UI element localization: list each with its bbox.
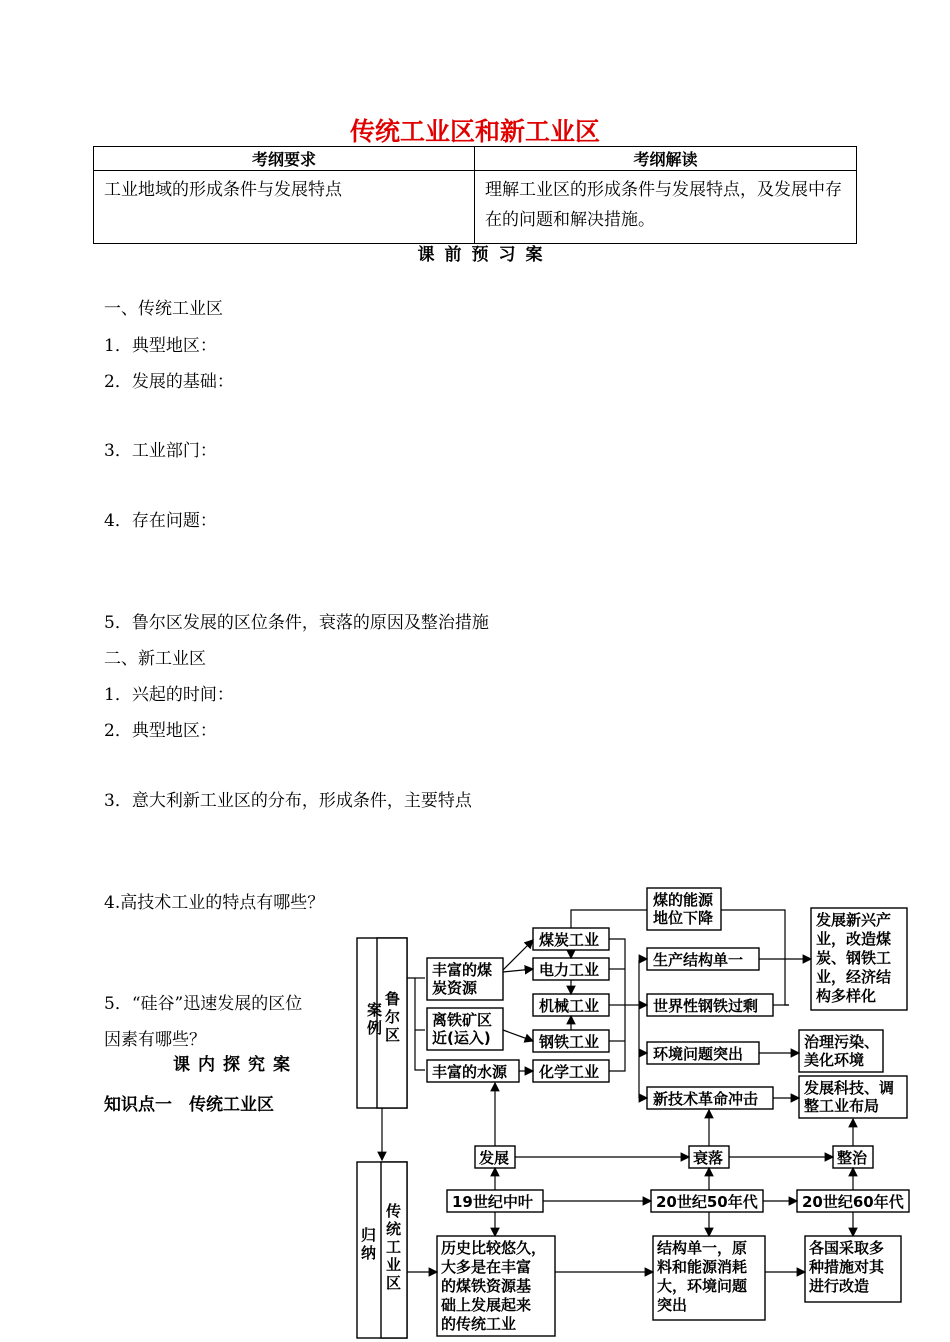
syllabus-table: [93, 146, 857, 244]
summary-text: 大，环境问题: [657, 1277, 748, 1295]
resource-iron: 近(运入): [432, 1029, 491, 1047]
measure-label: 炭、钢铁工: [816, 949, 892, 967]
industry-label: 化学工业: [539, 1063, 600, 1081]
part1-heading: 一、传统工业区: [104, 299, 223, 319]
table-cell: 理解工业区的形成条件与发展特点，及发展中存在的问题和解决措施。: [475, 171, 857, 244]
energy-decline: 煤的能源: [653, 891, 714, 909]
time-label: 19世纪中叶: [452, 1193, 533, 1211]
traditional-label: 传: [386, 1202, 402, 1220]
summary-text: 的传统工业: [441, 1315, 517, 1333]
outline-item: 1．兴起的时间：: [104, 685, 234, 705]
outline-item: 2．典型地区：: [104, 721, 217, 741]
traditional-label: 业: [386, 1256, 402, 1274]
stage-label: 发展: [479, 1149, 510, 1167]
industry-label: 电力工业: [539, 961, 600, 979]
measure-label: 整工业布局: [804, 1097, 880, 1115]
ruhr-label: 鲁: [385, 990, 401, 1008]
summary-text: 料和能源消耗: [657, 1258, 748, 1276]
table-header: 考纲要求: [94, 147, 475, 171]
ruhr-label: 尔: [385, 1008, 401, 1026]
summary-text: 础上发展起来: [441, 1296, 532, 1314]
summary-text: 的煤铁资源基: [441, 1277, 532, 1295]
traditional-label: 区: [386, 1274, 402, 1292]
knowledge-point: 知识点一 传统工业区: [104, 1095, 274, 1115]
summary-text: 大多是在丰富: [441, 1258, 532, 1276]
page-title: 传统工业区和新工业区: [349, 117, 600, 146]
summary-label: 纳: [361, 1244, 377, 1262]
summary-text: 历史比较悠久，: [441, 1239, 547, 1257]
part2-heading: 二、新工业区: [104, 649, 206, 669]
industry-label: 钢铁工业: [539, 1033, 600, 1051]
case-label: 例: [367, 1019, 383, 1037]
stage-label: 衰落: [693, 1149, 724, 1167]
outline-item: 5．鲁尔区发展的区位条件，衰落的原因及整治措施: [104, 613, 489, 633]
energy-decline: 地位下降: [653, 909, 714, 927]
summary-text: 各国采取多: [809, 1239, 885, 1257]
traditional-label: 工: [386, 1238, 402, 1256]
measure-label: 业，经济结: [816, 968, 892, 986]
measure-label: 美化环境: [804, 1051, 865, 1069]
summary-text: 进行改造: [809, 1277, 870, 1295]
outline-item: 3．意大利新工业区的分布，形成条件，主要特点: [104, 791, 472, 811]
ruhr-flow-diagram: [355, 880, 915, 1340]
section-heading-pre: 课前预习案: [417, 245, 553, 265]
resource-iron: 离铁矿区: [432, 1011, 493, 1029]
outline-item: 4.高技术工业的特点有哪些？: [104, 893, 325, 913]
outline-item: 4．存在问题：: [104, 511, 217, 531]
case-label: 案: [367, 1001, 383, 1019]
time-label: 20世纪60年代: [802, 1193, 904, 1211]
outline-item: 3．工业部门：: [104, 441, 217, 461]
summary-text: 种措施对其: [809, 1258, 885, 1276]
problem-label: 环境问题突出: [653, 1045, 744, 1063]
measure-label: 治理污染、: [804, 1033, 880, 1051]
table-header: 考纲解读: [475, 147, 857, 171]
table-cell: 工业地域的形成条件与发展特点: [94, 171, 475, 244]
outline-item: 1．典型地区：: [104, 336, 217, 356]
section-heading-in: 课内探究案: [173, 1055, 298, 1075]
table-row: [94, 171, 857, 244]
summary-label: 归: [361, 1226, 377, 1244]
ruhr-label: 区: [385, 1026, 401, 1044]
resource-coal: 丰富的煤: [432, 961, 493, 979]
measure-label: 发展新兴产: [816, 911, 892, 929]
problem-label: 世界性钢铁过剩: [653, 997, 759, 1015]
industry-label: 煤炭工业: [539, 931, 600, 949]
measure-label: 构多样化: [816, 987, 877, 1005]
outline-item: 5．“硅谷”迅速发展的区位: [104, 994, 303, 1014]
resource-coal: 炭资源: [432, 979, 478, 997]
summary-text: 突出: [657, 1296, 688, 1314]
measure-label: 业，改造煤: [816, 930, 892, 948]
outline-item: 因素有哪些？: [104, 1030, 206, 1050]
resource-water: 丰富的水源: [432, 1063, 508, 1081]
stage-label: 整治: [837, 1149, 868, 1167]
summary-text: 结构单一，原: [657, 1239, 748, 1257]
outline-item: 2．发展的基础：: [104, 372, 234, 392]
industry-label: 机械工业: [539, 997, 600, 1015]
time-label: 20世纪50年代: [656, 1193, 758, 1211]
problem-label: 新技术革命冲击: [653, 1090, 759, 1108]
problem-label: 生产结构单一: [653, 951, 744, 969]
traditional-label: 统: [386, 1220, 402, 1238]
measure-label: 发展科技、调: [804, 1079, 895, 1097]
